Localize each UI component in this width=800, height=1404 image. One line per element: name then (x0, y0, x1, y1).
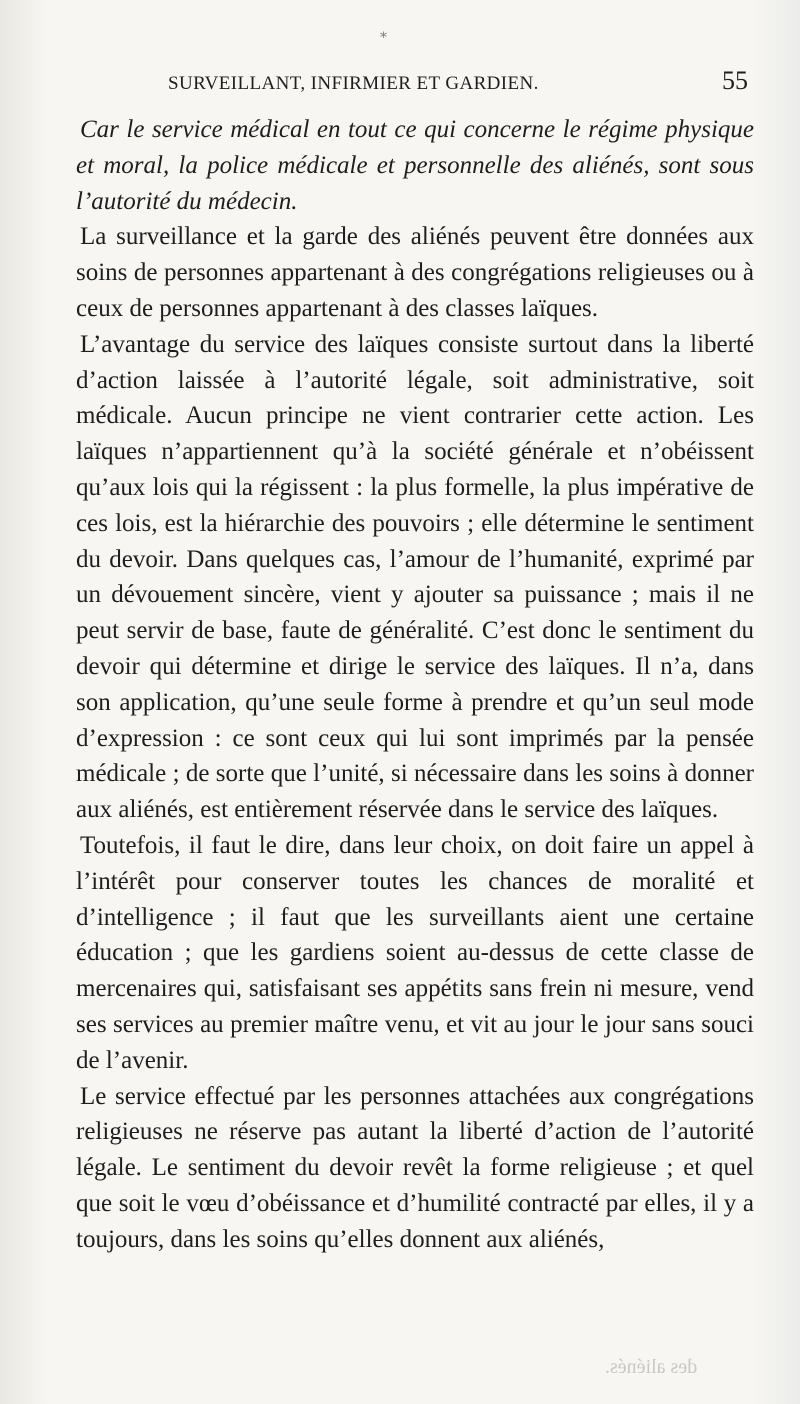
page-header (168, 66, 748, 102)
paragraph-1: Car le service médical en tout ce qui concerne le régime physique et moral, la police médicale et personnelle des aliénés, sont sous l’autorité du médecin. (76, 116, 754, 215)
paragraph-2: La surveillance et la garde des aliénés peuvent être données aux soins de personnes appartenant à des congrégations religieuses ou à ceux de personnes appartenant à des classes laïques. (76, 223, 754, 322)
paragraph-4: Toutefois, il faut le dire, dans leur choix, on doit faire un appel à l’intérêt pour conserver toutes les chances de moralité et d’intelligence ; il faut que les surveillants aient une certaine éducation ; que les gardiens soient au-dessus de cette classe de mercenaires qui, satisfaisant ses appétits sans frein ni mesure, vend ses services au premier maître venu, et vit au jour le jour sans souci de l’avenir. (76, 831, 754, 1074)
bleed-through-text: des aliénés. (605, 1356, 698, 1378)
paragraph-3: L’avantage du service des laïques consiste surtout dans la liberté d’action laissée à l’autorité légale, soit administrative, soit médicale. Aucun principe ne vient contrarier cette action. Les laïques n’appartiennent qu’à la société générale et n’obéissent qu’aux lois qui la régissent : la plus formelle, la plus impérative de ces lois, est la hiérarchie des pouvoirs ; elle détermine le sentiment du devoir. Dans quelques cas, l’amour de l’humanité, exprimé par un dévouement sincère, vient y ajouter sa puissance ; mais il ne peut servir de base, faute de généralité. C’est donc le sentiment du devoir qui détermine et dirige le service des laïques. Il n’a, dans son application, qu’une seule forme à prendre et qu’un seul mode d’expression : ce sont ceux qui lui sont imprimés par la pensée médicale ; de sorte que l’unité, si nécessaire dans les soins à donner aux aliénés, est entièrement réservée dans le service des laïques. (76, 330, 754, 824)
page-mark: * (380, 30, 387, 46)
page-number: 55 (722, 66, 748, 95)
paragraph-5: Le service effectué par les personnes attachées aux congrégations religieuses ne réserve pas autant la liberté d’action de l’autorité légale. Le sentiment du devoir revêt la forme religieuse ; et quel que soit le vœu d’obéissance et d’humilité contracté par elles, il y a toujours, dans les soins qu’elles donnent aux aliénés, (76, 1082, 754, 1253)
body-text (76, 112, 754, 1258)
running-head: SURVEILLANT, INFIRMIER ET GARDIEN. (168, 73, 539, 94)
